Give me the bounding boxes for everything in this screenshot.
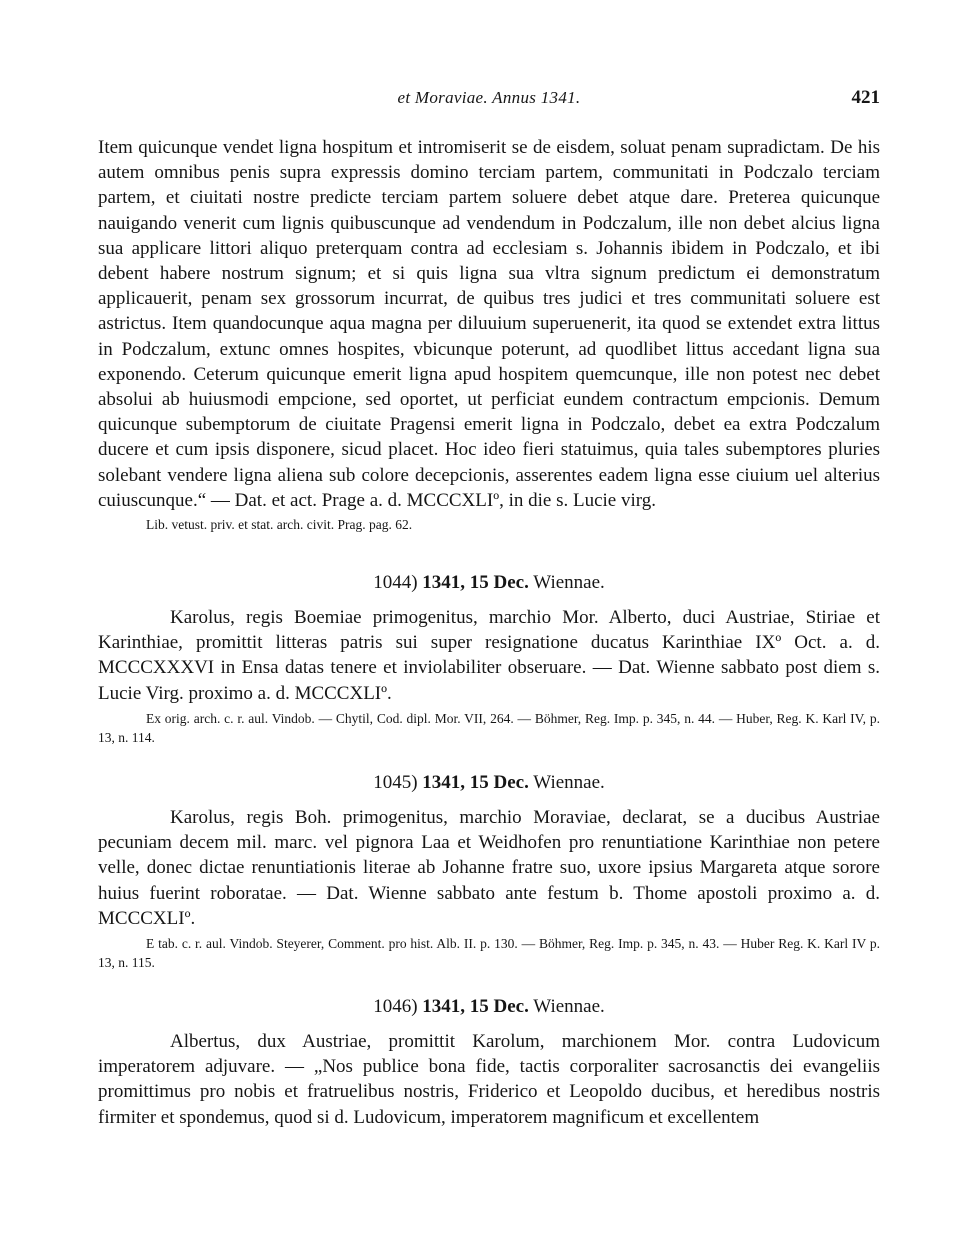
entry-1046 bbox=[98, 994, 880, 1130]
continuation-paragraph: Item quicunque vendet ligna hospitum et intromiserit se de eisdem, soluat penam supradictam. De his autem omnibus penis supra expressis domino terciam partem, communitati in Podczalo terciam partem, et ciuitati nostre predicte terciam partem soluere debet atque dare. Preterea quicunque nauigando venerit cum lignis quibuscunque ad vendendum in Podczalum, ille non debet alcius ligna sua applicare littori aliquo preterquam contra ad ecclesiam s. Johannis ibidem in Podczalo, et ibi debent habere nostrum signum; et si quis ligna sua vltra signum predictum ei demonstratum applicauerit, penam sex grossorum incurrat, de quibus tres judici et tres communitati soluere est astrictus. Item quandocunque aqua magna per diluuium superuenerit, ita quod se extendet extra littus in Podczalum, extunc omnes hospites, vbicunque poterunt, ad quodlibet littus accedant ligna sua exponendo. Ceterum quicunque emerit ligna apud hospitem quemcunque, ille non potest nec debet absolui ab huiusmodi empcione, sed oportet, ut perficiat eundem contractum empcionis. Demum quicunque subemptorum de ciuitate Pragensi emerit ligna in Podczalo, debet ea extra Podczalum ducere et cum ipsis disponere, sicud placet. Hoc ideo fieri statuimus, quia tales subemptores pluries solebant vendere ligna aliena sub colore decepcionis, asserentes eadem ligna esse ciuium uel alterius cuiuscunque.“ — Dat. et act. Prage a. d. MCCCXLIº, in die s. Lucie virg. bbox=[98, 137, 880, 511]
entry-1045 bbox=[98, 770, 880, 972]
entry-date: 1341, 15 Dec. bbox=[422, 772, 529, 793]
entry-heading bbox=[98, 994, 880, 1020]
entry-number: 1046) bbox=[373, 996, 418, 1017]
entry-place: Wiennae. bbox=[533, 996, 605, 1017]
entry-number: 1045) bbox=[373, 772, 418, 793]
entry-heading bbox=[98, 770, 880, 796]
running-title: et Moraviae. Annus 1341. bbox=[397, 88, 581, 107]
entry-source-note: Ex orig. arch. c. r. aul. Vindob. — Chytil, Cod. dipl. Mor. VII, 264. — Böhmer, Reg. Imp. p. 345, n. 44. — Huber, Reg. K. Karl IV, p. 13, n. 114. bbox=[98, 710, 880, 745]
entry-date: 1341, 15 Dec. bbox=[422, 572, 529, 593]
entry-source-note: E tab. c. r. aul. Vindob. Steyerer, Comment. pro hist. Alb. II. p. 130. — Böhmer, Reg. Imp. p. 345, n. 43. — Huber Reg. K. Karl IV p. 13, n. 115. bbox=[98, 936, 880, 971]
entry-1044 bbox=[98, 570, 880, 747]
entry-number: 1044) bbox=[373, 572, 418, 593]
entry-paragraph: Albertus, dux Austriae, promittit Karolum, marchionem Mor. contra Ludovicum imperatorem adjuvare. — „Nos publice bona fide, tactis corporaliter sacrosanctis dei evangeliis promittimus pro nobis et fratruelibus nostris, Friderico et Leopoldo ducibus, et heredibus nostris firmiter et spondemus, quod si d. Ludovicum, imperatorem magnificum et excellentem bbox=[98, 1031, 880, 1128]
continuation-source-note: Lib. vetust. priv. et stat. arch. civit. Prag. pag. 62. bbox=[146, 517, 413, 533]
page-number: 421 bbox=[851, 87, 880, 108]
entry-place: Wiennae. bbox=[533, 572, 605, 593]
continuation-section bbox=[98, 135, 880, 534]
entry-heading bbox=[98, 570, 880, 596]
entry-paragraph: Karolus, regis Boemiae primogenitus, marchio Mor. Alberto, duci Austriae, Stiriae et Karinthiae, promittit litteras patris sui super resignatione ducatus Karinthiae IXº Oct. a. d. MCCCXXXVI in Ensa datas tenere et inviolabiliter obseruare. — Dat. Wienne sabbato post diem s. Lucie Virg. proximo a. d. MCCCXLIº. bbox=[98, 607, 880, 704]
page-header bbox=[98, 88, 880, 114]
entry-place: Wiennae. bbox=[533, 772, 605, 793]
entry-date: 1341, 15 Dec. bbox=[422, 996, 529, 1017]
entry-paragraph: Karolus, regis Boh. primogenitus, marchio Moraviae, declarat, se a ducibus Austriae pecuniam decem mil. marc. vel pignora Laa et Weidhofen pro renuntiatione Karinthiae non petere velle, donec dictae renuntiationis literae ab Johanne fratre suo, uxore ipsius Margareta atque sorore huius fuerint roboratae. — Dat. Wienne sabbato ante festum b. Thome apostoli proximo a. d. MCCCXLIº. bbox=[98, 807, 880, 929]
